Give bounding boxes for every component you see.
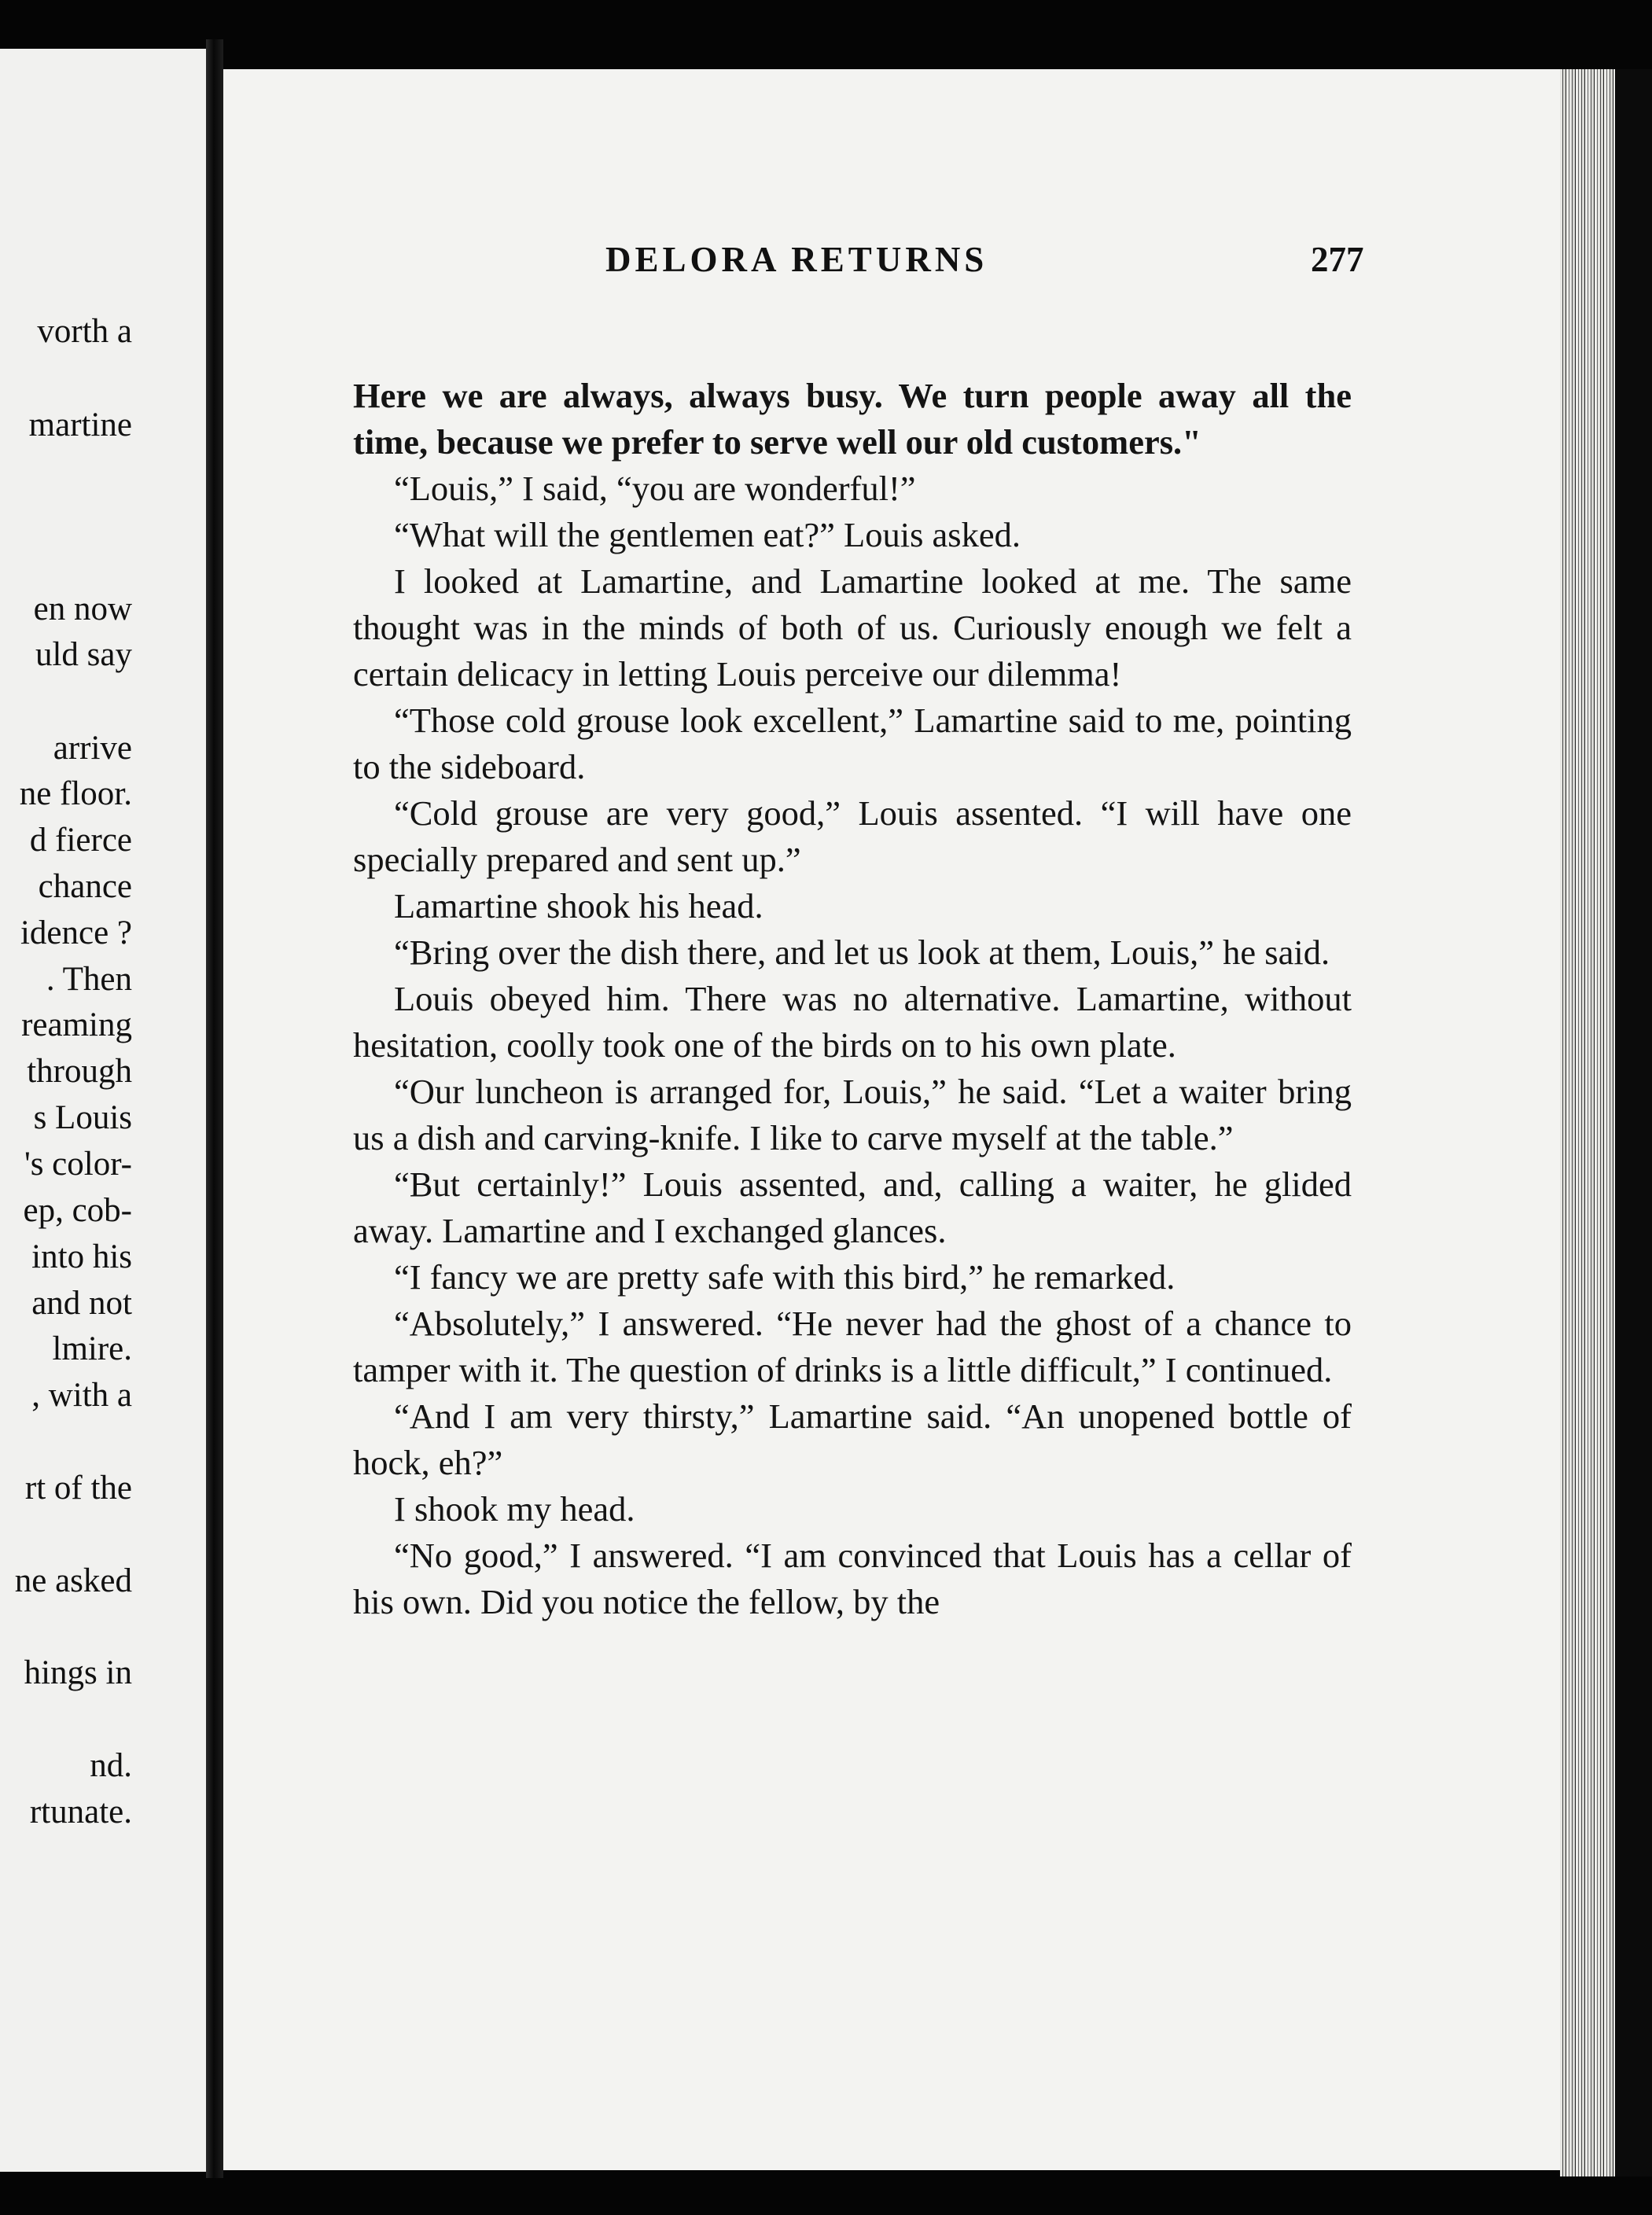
left-page-line: vorth a — [37, 313, 132, 350]
paragraph: “And I am very thirsty,” Lamartine said. “An unopened bottle of hock, eh?” — [353, 1396, 1352, 1482]
left-page-line: d fierce — [29, 822, 132, 859]
paragraph: “But certainly!” Louis assented, and, calling a waiter, he glided away. Lamartine and I exchanged glances. — [353, 1165, 1352, 1250]
left-page-line: into his — [31, 1238, 132, 1275]
left-page-line: . Then — [46, 961, 132, 998]
left-page-line: idence ? — [20, 914, 132, 951]
paragraph: “Cold grouse are very good,” Louis assented. “I will have one specially prepared and sent up.” — [353, 793, 1352, 879]
left-page-line: arrive — [53, 730, 132, 767]
paragraph: “Absolutely,” I answered. “He never had the ghost of a chance to tamper with it. The question of drinks is a little difficult,” I continued. — [353, 1304, 1352, 1389]
left-page-line: lmire. — [52, 1330, 132, 1367]
left-page-line: rt of the — [24, 1470, 132, 1507]
paragraph: Louis obeyed him. There was no alternative. Lamartine, without hesitation, coolly took one of the birds on to his own plate. — [353, 979, 1352, 1065]
paragraph: Lamartine shook his head. — [394, 886, 763, 925]
running-head — [223, 239, 1560, 286]
left-page-line: hings in — [24, 1654, 132, 1691]
left-page-line: uld say — [35, 636, 132, 673]
left-page-line: 's color- — [24, 1146, 132, 1183]
body-text — [353, 373, 1352, 1625]
paragraph: “Bring over the dish there, and let us look at them, Louis,” he said. — [394, 933, 1330, 972]
book-gutter — [206, 39, 223, 2178]
paragraph: I looked at Lamartine, and Lamartine looked at me. The same thought was in the minds of both of us. Curiously enough we felt a certain delicacy in letting Louis perceive our dilemma! — [353, 561, 1352, 694]
page-277 — [223, 69, 1560, 2170]
left-page-line: , with a — [31, 1377, 132, 1414]
left-page-line: ne asked — [14, 1562, 132, 1599]
paragraph: “Our luncheon is arranged for, Louis,” he said. “Let a waiter bring us a dish and carving-knife. I like to carve myself at the table.” — [353, 1072, 1352, 1157]
previous-page-sliver — [0, 49, 206, 2172]
left-page-line: and not — [31, 1285, 132, 1322]
page-number: 277 — [1311, 240, 1364, 279]
left-page-line: s Louis — [33, 1099, 132, 1136]
paragraph: I shook my head. — [394, 1489, 635, 1529]
paragraph: “What will the gentlemen eat?” Louis asked. — [394, 515, 1021, 554]
left-page-line: chance — [38, 868, 132, 905]
running-head-title: DELORA RETURNS — [605, 240, 988, 279]
left-page-line: reaming — [21, 1006, 132, 1043]
left-page-line: ne floor. — [19, 775, 132, 812]
scan-border — [1615, 69, 1652, 2176]
paragraph: “Those cold grouse look excellent,” Lamartine said to me, pointing to the sideboard. — [353, 701, 1352, 786]
left-page-line: rtunate. — [29, 1794, 132, 1831]
paragraph: Here we are always, always busy. We turn people away all the time, because we prefer to serve well our old customers." — [353, 376, 1352, 462]
left-page-line: nd. — [90, 1747, 132, 1784]
paragraph: “No good,” I answered. “I am convinced that Louis has a cellar of his own. Did you notice the fellow, by the — [353, 1536, 1352, 1621]
left-page-line: martine — [28, 407, 132, 443]
left-page-line: en now — [33, 591, 132, 627]
page-fore-edge — [1560, 69, 1615, 2176]
paragraph: “I fancy we are pretty safe with this bird,” he remarked. — [394, 1257, 1176, 1297]
left-page-line: through — [27, 1053, 132, 1090]
left-page-line: ep, cob- — [23, 1192, 132, 1229]
paragraph: “Louis,” I said, “you are wonderful!” — [394, 469, 916, 508]
